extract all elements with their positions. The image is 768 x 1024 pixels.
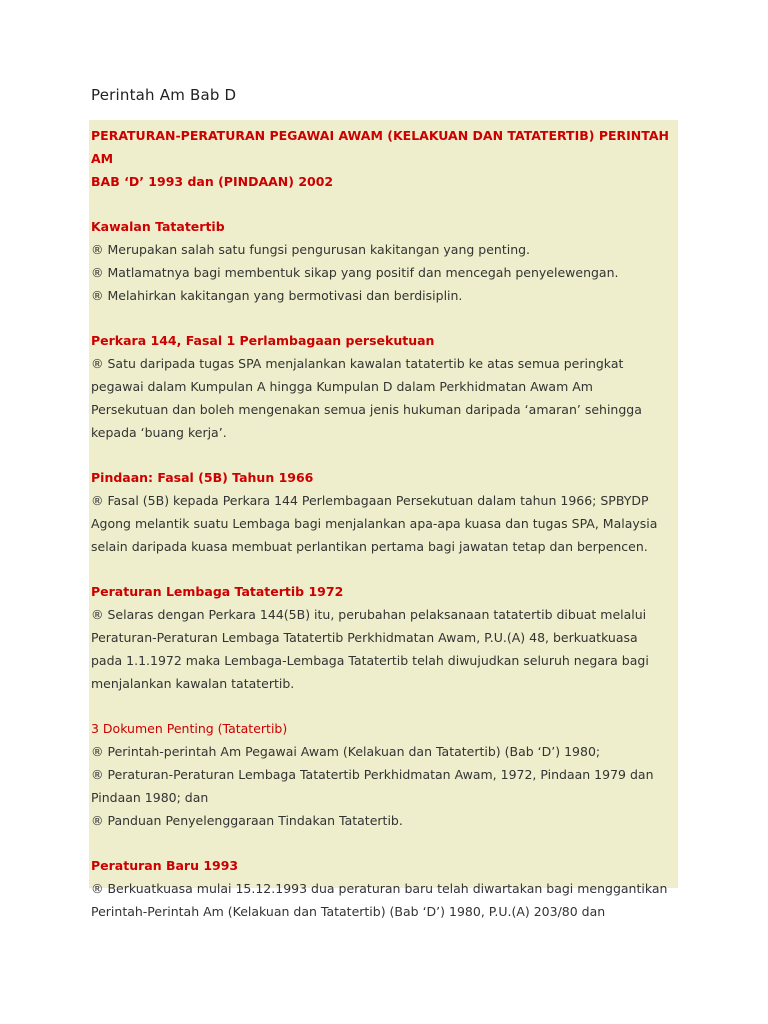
page-title: Perintah Am Bab D <box>91 86 237 104</box>
section-heading: Pindaan: Fasal (5B) Tahun 1966 <box>91 470 314 485</box>
section-heading: Peraturan Baru 1993 <box>91 858 239 873</box>
section-kawalan-tatatertib <box>91 215 676 307</box>
paragraph: ® Peraturan-Peraturan Lembaga Tatatertib Perkhidmatan Awam, 1972, Pindaan 1979 dan Pindaan 1980; dan <box>91 767 654 805</box>
section-heading: Peraturan Lembaga Tatatertib 1972 <box>91 584 344 599</box>
paragraph: ® Selaras dengan Perkara 144(5B) itu, perubahan pelaksanaan tatatertib dibuat melalui Peraturan-Peraturan Lembaga Tatatertib Perkhidmatan Awam, P.U.(A) 48, berkuatkuasa pada 1.1.1972 maka Lembaga-Lembaga Tatatertib telah diwujudkan seluruh negara bagi menjalankan kawalan tatatertib. <box>91 607 649 691</box>
section-pindaan-fasal-5b <box>91 466 676 558</box>
paragraph: ® Perintah-perintah Am Pegawai Awam (Kelakuan dan Tatatertib) (Bab ‘D’) 1980; <box>91 744 601 759</box>
section-peraturan-lembaga-1972 <box>91 580 676 695</box>
paragraph: ® Panduan Penyelenggaraan Tindakan Tatatertib. <box>91 813 403 828</box>
document-heading: PERATURAN-PERATURAN PEGAWAI AWAM (KELAKUAN DAN TATATERTIB) PERINTAH AM BAB ‘D’ 1993 dan (PINDAAN) 2002 <box>91 128 669 189</box>
section-perkara-144 <box>91 329 676 444</box>
paragraph: ® Fasal (5B) kepada Perkara 144 Perlembagaan Persekutuan dalam tahun 1966; SPBYDP Agong melantik suatu Lembaga bagi menjalankan apa-apa kuasa dan tugas SPA, Malaysia selain daripada kuasa membuat perlantikan pertama bagi jawatan tetap dan berpencen. <box>91 493 658 554</box>
document-content <box>89 120 678 919</box>
section-3-dokumen-penting <box>91 717 676 832</box>
section-heading: 3 Dokumen Penting (Tatatertib) <box>91 721 288 736</box>
paragraph: ® Matlamatnya bagi membentuk sikap yang positif dan mencegah penyelewengan. <box>91 265 619 280</box>
section-heading: Kawalan Tatatertib <box>91 219 225 234</box>
section-heading: Perkara 144, Fasal 1 Perlambagaan persekutuan <box>91 333 435 348</box>
paragraph: ® Melahirkan kakitangan yang bermotivasi dan berdisiplin. <box>91 288 463 303</box>
paragraph: ® Berkuatkuasa mulai 15.12.1993 dua peraturan baru telah diwartakan bagi menggantikan Perintah-Perintah Am (Kelakuan dan Tatatertib) (Bab ‘D’) 1980, P.U.(A) 203/80 dan <box>91 881 668 919</box>
section-peraturan-baru-1993 <box>91 854 676 923</box>
paragraph: ® Merupakan salah satu fungsi pengurusan kakitangan yang penting. <box>91 242 531 257</box>
paragraph: ® Satu daripada tugas SPA menjalankan kawalan tatatertib ke atas semua peringkat pegawai dalam Kumpulan A hingga Kumpulan D dalam Perkhidmatan Awam Am Persekutuan dan boleh mengenakan semua jenis hukuman daripada ‘amaran’ sehingga kepada ‘buang kerja’. <box>91 356 642 440</box>
